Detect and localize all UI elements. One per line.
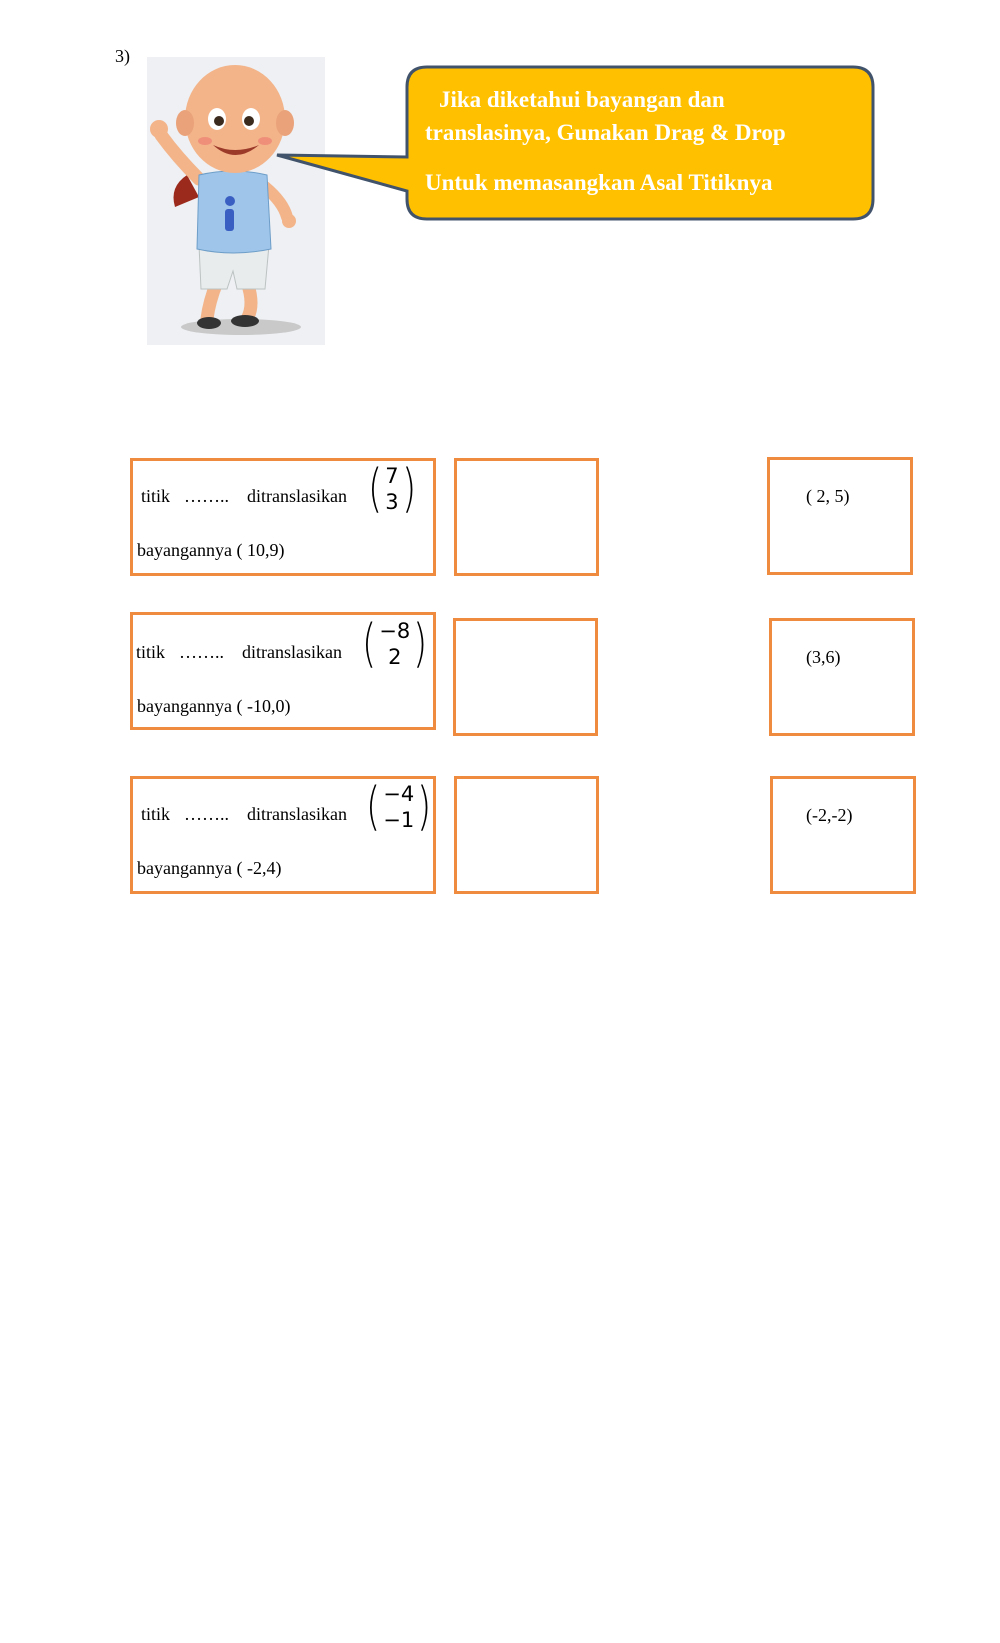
shadow-text-1: bayangannya ( 10,9)	[137, 540, 285, 560]
vector-top: −8	[379, 619, 411, 643]
drop-target-1[interactable]	[454, 458, 599, 576]
cartoon-character-image	[147, 57, 325, 345]
question-line-1	[141, 486, 347, 507]
answer-card-1[interactable]	[767, 457, 913, 575]
translation-vector-3	[363, 777, 435, 837]
question-number: 3)	[115, 46, 130, 66]
question-box-2	[130, 612, 436, 730]
instruction-text	[425, 83, 865, 199]
question-line-2	[136, 642, 342, 663]
blank-dots: ……..	[179, 642, 225, 662]
instruction-line-1: Jika diketahui bayangan dan	[439, 87, 725, 112]
translated-word: ditranslasikan	[247, 486, 347, 506]
left-paren-icon: (	[366, 777, 381, 837]
drop-target-3[interactable]	[454, 776, 599, 894]
right-paren-icon: )	[417, 777, 432, 837]
answer-card-3[interactable]	[770, 776, 916, 894]
answer-label-3: (-2,-2)	[806, 805, 853, 825]
question-box-3	[130, 776, 436, 894]
titik-word: titik	[141, 804, 171, 824]
shadow-text-3: bayangannya ( -2,4)	[137, 858, 282, 878]
instruction-line-2: translasinya, Gunakan Drag & Drop	[425, 120, 786, 145]
question-line-3	[141, 804, 347, 825]
left-paren-icon: (	[362, 614, 377, 674]
answer-label-2: (3,6)	[806, 647, 841, 667]
vector-bottom: 3	[385, 490, 399, 514]
vector-top: −4	[383, 782, 415, 806]
vector-bottom: 2	[388, 645, 402, 669]
left-paren-icon: (	[368, 459, 383, 519]
upin-cartoon-character-icon	[147, 57, 325, 345]
translation-vector-1	[365, 459, 419, 519]
translated-word: ditranslasikan	[242, 642, 342, 662]
drop-target-2[interactable]	[453, 618, 598, 736]
vector-bottom: −1	[383, 808, 415, 832]
blank-dots: ……..	[184, 804, 230, 824]
right-paren-icon: )	[413, 614, 428, 674]
instruction-line-3: Untuk memasangkan Asal Titiknya	[425, 170, 773, 195]
translated-word: ditranslasikan	[247, 804, 347, 824]
titik-word: titik	[141, 486, 171, 506]
blank-dots: ……..	[184, 486, 230, 506]
answer-label-1: ( 2, 5)	[806, 486, 850, 506]
vector-top: 7	[385, 464, 399, 488]
titik-word: titik	[136, 642, 166, 662]
right-paren-icon: )	[401, 459, 416, 519]
shadow-text-2: bayangannya ( -10,0)	[137, 696, 291, 716]
translation-vector-2	[359, 614, 431, 674]
question-box-1	[130, 458, 436, 576]
answer-card-2[interactable]	[769, 618, 915, 736]
speech-bubble	[405, 65, 875, 221]
